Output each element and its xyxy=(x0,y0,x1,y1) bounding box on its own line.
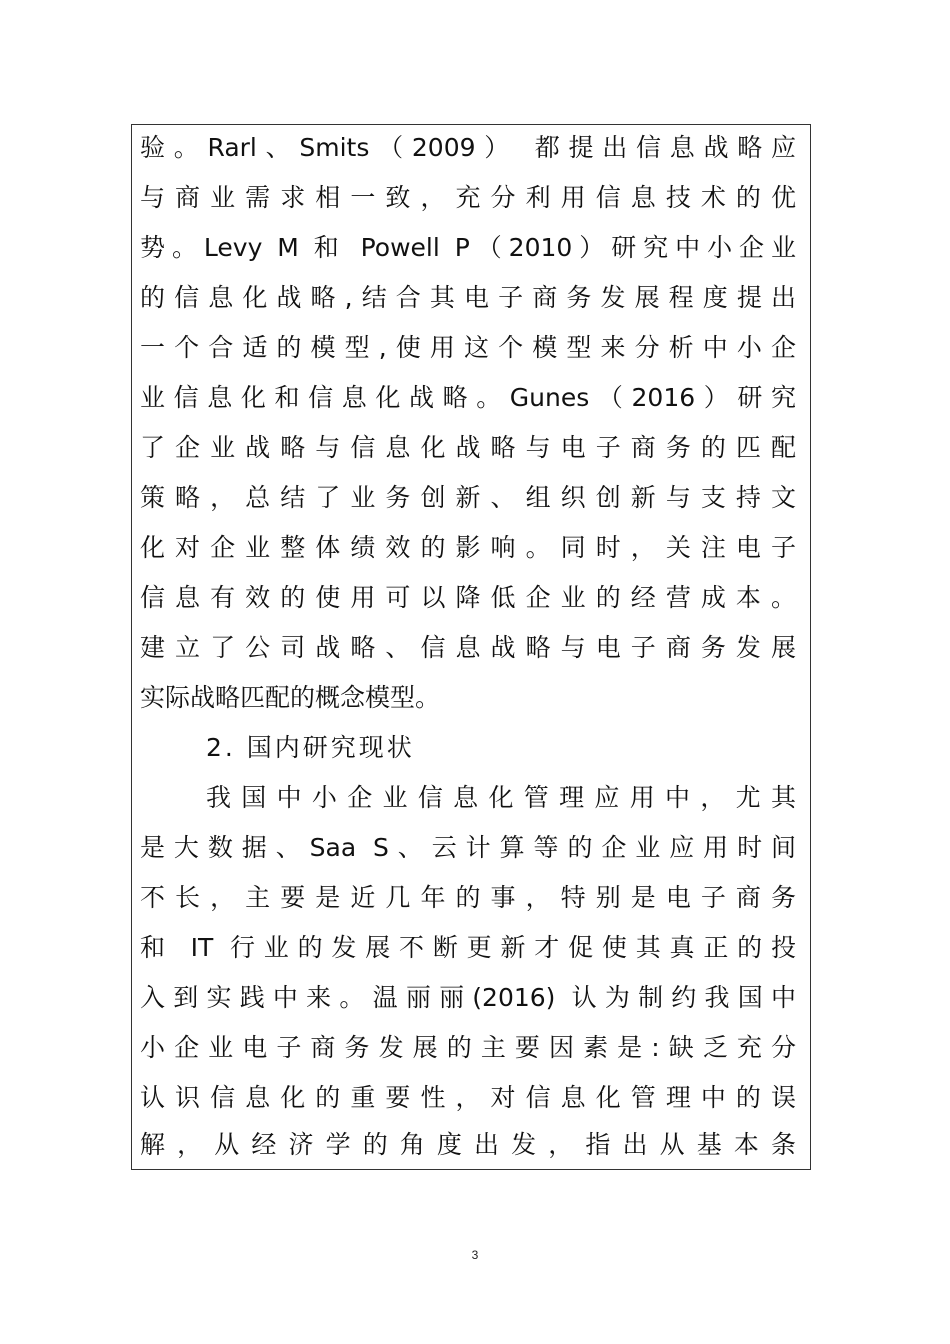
paragraph-line: 与商业需求相一致，充分利用信息技术的优 xyxy=(140,183,796,212)
paragraph-line: 建立了公司战略、信息战略与电子商务发展 xyxy=(140,633,796,662)
paragraph-line: 策略，总结了业务创新、组织创新与支持文 xyxy=(140,483,796,512)
section-heading: 2. 国内研究现状 xyxy=(206,733,415,762)
paragraph-line: 了企业战略与信息化战略与电子商务的匹配 xyxy=(140,433,796,462)
paragraph-line: 化对企业整体绩效的影响。同时，关注电子 xyxy=(140,533,796,562)
paragraph-line: 入到实践中来。温丽丽(2016) 认为制约我国中 xyxy=(140,983,796,1012)
paragraph-line: 的信息化战略,结合其电子商务发展程度提出 xyxy=(140,283,796,312)
paragraph-line: 是大数据、Saa S、云计算等的企业应用时间 xyxy=(140,833,796,862)
paragraph-line: 势。Levy M 和 Powell P（2010）研究中小企业 xyxy=(140,233,796,262)
paragraph-line: 小企业电子商务发展的主要因素是:缺乏充分 xyxy=(140,1033,796,1062)
page-number: 3 xyxy=(471,1248,479,1262)
paragraph-line: 实际战略匹配的概念模型。 xyxy=(140,683,441,712)
paragraph-line: 业信息化和信息化战略。Gunes（2016）研究 xyxy=(140,383,796,412)
paragraph-line: 认识信息化的重要性，对信息化管理中的误 xyxy=(140,1083,796,1112)
paragraph-line: 信息有效的使用可以降低企业的经营成本。 xyxy=(140,583,796,612)
paragraph-line: 一个合适的模型,使用这个模型来分析中小企 xyxy=(140,333,796,362)
paragraph-line: 和 IT 行业的发展不断更新才促使其真正的投 xyxy=(140,933,796,962)
paragraph-line: 我国中小企业信息化管理应用中，尤其 xyxy=(206,783,796,812)
paragraph-line: 不长，主要是近几年的事，特别是电子商务 xyxy=(140,883,796,912)
paragraph-line: 验。Rarl、Smits（2009） 都提出信息战略应 xyxy=(140,133,796,162)
paragraph-line: 解，从经济学的角度出发，指出从基本条 xyxy=(140,1130,796,1159)
